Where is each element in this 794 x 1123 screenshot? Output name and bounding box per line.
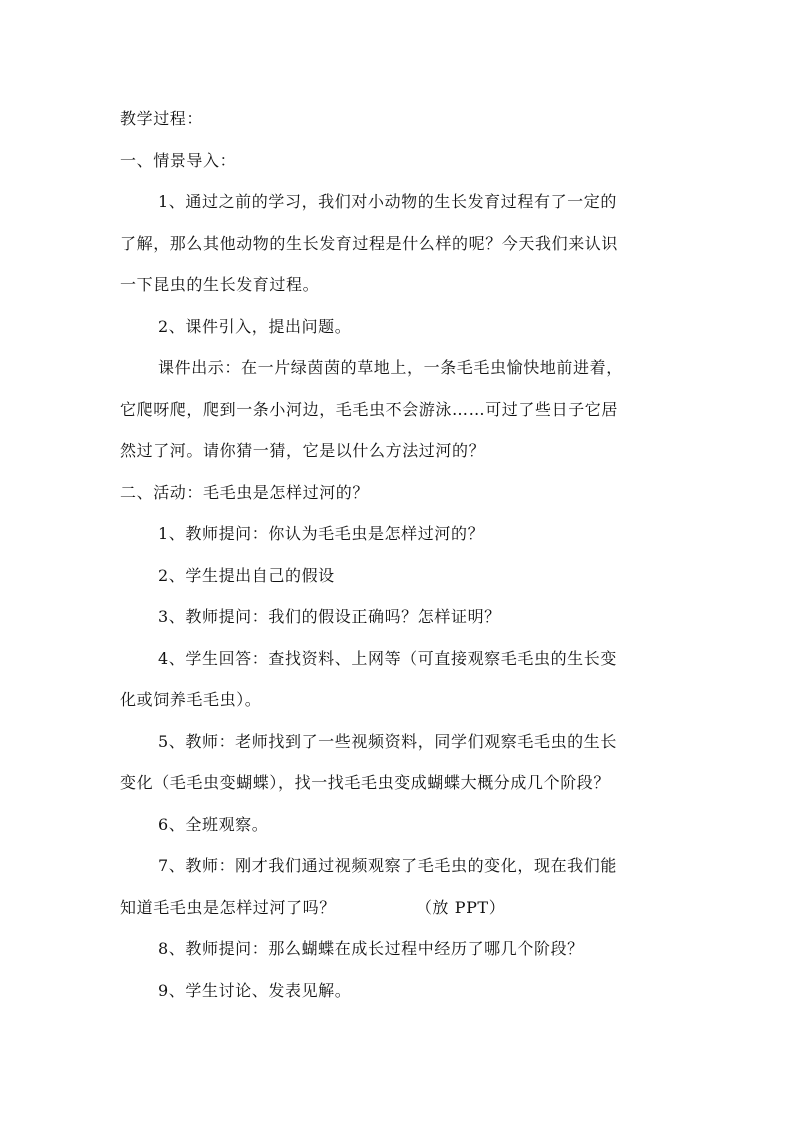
item-7-note: （放 PPT）	[415, 897, 506, 917]
item-1: 1、教师提问：你认为毛毛虫是怎样过河的？	[158, 524, 485, 543]
item-5-line-2: 变化（毛毛虫变蝴蝶），找一找毛毛虫变成蝴蝶大概分成几个阶段？	[120, 773, 611, 792]
paragraph-3-line-2: 它爬呀爬，爬到一条小河边，毛毛虫不会游泳……可过了些日子它居	[120, 399, 619, 419]
item-7-line-2	[120, 887, 680, 929]
item-7-line-2-text: 知道毛毛虫是怎样过河了吗？	[120, 897, 336, 917]
section-1-title: 一、情景导入：	[120, 150, 237, 170]
paragraph-1-line-3: 一下昆虫的生长发育过程。	[120, 275, 320, 294]
paragraph-3-line-1: 课件出示：在一片绿茵茵的草地上，一条毛毛虫愉快地前进着，	[158, 358, 623, 377]
document-heading: 教学过程：	[120, 109, 204, 128]
paragraph-3-line-3: 然过了河。请你猜一猜，它是以什么方法过河的？	[120, 441, 486, 460]
item-4-line-1: 4、学生回答：查找资料、上网等（可直接观察毛毛虫的生长变	[158, 648, 617, 668]
item-7-line-1: 7、教师：刚才我们通过视频观察了毛毛虫的变化，现在我们能	[158, 856, 617, 875]
item-4-line-2: 化或饲养毛毛虫）。	[120, 690, 262, 709]
document-body	[120, 98, 680, 1011]
item-6: 6、全班观察。	[158, 814, 269, 834]
item-8: 8、教师提问：那么蝴蝶在成长过程中经历了哪几个阶段？	[158, 939, 584, 958]
paragraph-1-line-2: 了解，那么其他动物的生长发育过程是什么样的呢？今天我们来认识	[120, 233, 619, 253]
item-9: 9、学生讨论、发表见解。	[158, 980, 352, 1000]
paragraph-2: 2、课件引入，提出问题。	[158, 316, 352, 336]
item-2: 2、学生提出自己的假设	[158, 565, 335, 585]
paragraph-1-line-1: 1、通过之前的学习，我们对小动物的生长发育过程有了一定的	[158, 192, 617, 211]
section-2-title: 二、活动：毛毛虫是怎样过河的？	[120, 482, 370, 502]
item-5-line-1: 5、教师：老师找到了一些视频资料，同学们观察毛毛虫的生长	[158, 731, 617, 751]
item-3: 3、教师提问：我们的假设正确吗？怎样证明？	[158, 607, 501, 626]
